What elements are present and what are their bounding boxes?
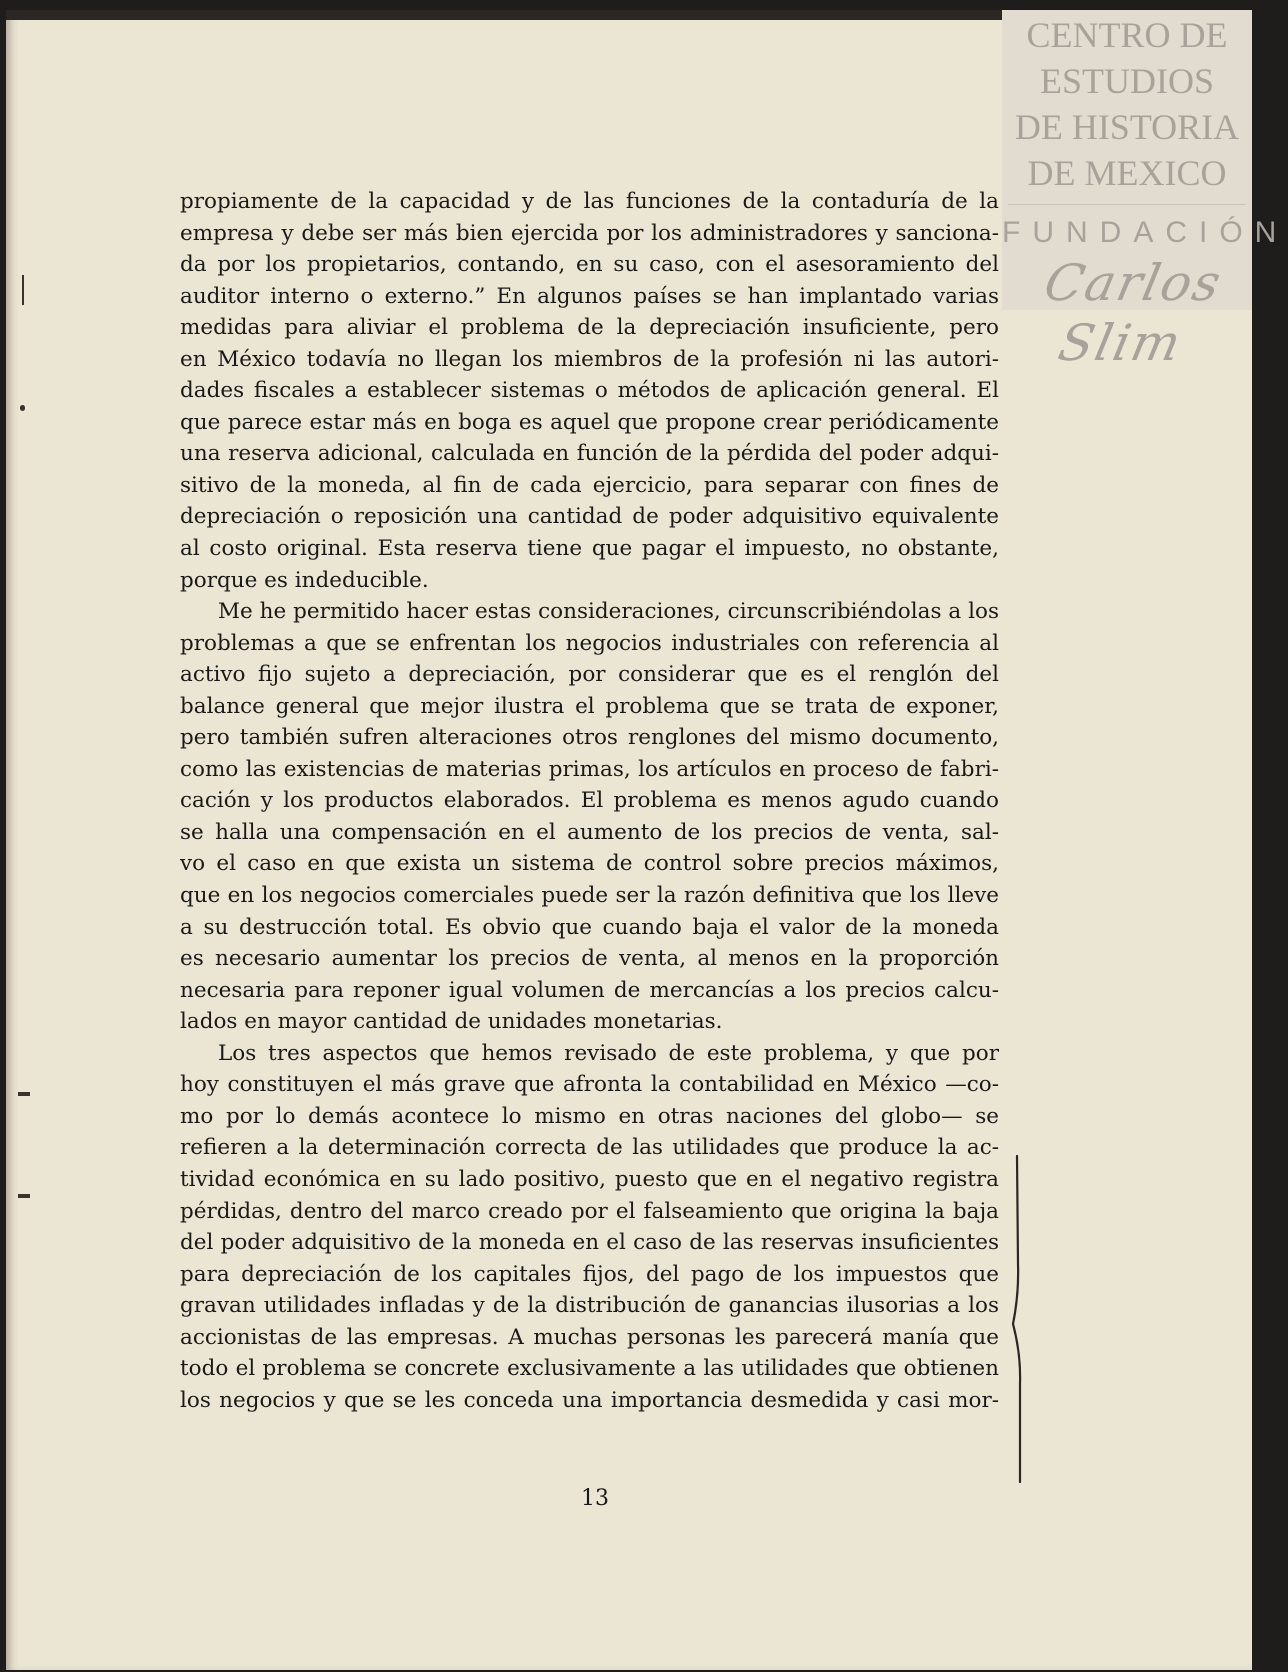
text-line: a su destrucción total. Es obvio que cuando baja el valor de la moneda	[180, 914, 999, 940]
page-number: 13	[581, 1486, 609, 1511]
text-line: en México todavía no llegan los miembros de la profesión ni las autori-	[180, 346, 999, 372]
body-text	[180, 186, 999, 1416]
text-line: que en los negocios comerciales puede ser la razón definitiva que los lleve	[180, 883, 999, 909]
text-line: Me he permitido hacer estas consideraciones, circunscribiéndolas a los	[218, 599, 999, 625]
binding-mark	[18, 1092, 30, 1096]
text-line: todo el problema se concrete exclusivamente a las utilidades que obtienen	[180, 1356, 999, 1382]
watermark-signature: Carlos Slim	[1039, 254, 1228, 372]
text-line: da por los propietarios, contando, en su caso, con el asesoramiento del	[180, 252, 999, 278]
text-line: para depreciación de los capitales fijos, del pago de los impuestos que	[180, 1261, 999, 1287]
text-line: mo por lo demás acontece lo mismo en otras naciones del globo— se	[180, 1103, 999, 1129]
text-line: al costo original. Esta reserva tiene que pagar el impuesto, no obstante,	[180, 536, 999, 562]
text-line: los negocios y que se les conceda una importancia desmedida y casi mor-	[180, 1387, 999, 1413]
text-line: pérdidas, dentro del marco creado por el falseamiento que origina la baja	[180, 1198, 999, 1224]
text-line: como las existencias de materias primas, los artículos en proceso de fabri-	[180, 756, 999, 782]
text-line: Los tres aspectos que hemos revisado de este problema, y que por	[218, 1040, 999, 1066]
binding-mark	[22, 275, 24, 305]
text-line: problemas a que se enfrentan los negocios industriales con referencia al	[180, 630, 999, 656]
text-line: auditor interno o externo.” En algunos países se han implantado varias	[180, 283, 999, 309]
text-line: refieren a la determinación correcta de las utilidades que produce la ac-	[180, 1135, 999, 1161]
text-line: activo fijo sujeto a depreciación, por considerar que es el renglón del	[180, 662, 999, 688]
text-line: medidas para aliviar el problema de la depreciación insuficiente, pero	[180, 315, 999, 341]
page-sheet	[6, 10, 1288, 1670]
text-line: es necesario aumentar los precios de venta, al menos en la proporción	[180, 946, 999, 972]
paragraph	[180, 186, 999, 596]
text-line: una reserva adicional, calculada en función de la pérdida del poder adqui-	[180, 441, 999, 467]
text-line: necesaria para reponer igual volumen de mercancías a los precios calcu-	[180, 977, 999, 1003]
text-line: accionistas de las empresas. A muchas personas les parecerá manía que	[180, 1324, 999, 1350]
watermark-divider	[1008, 204, 1246, 205]
text-line: depreciación o reposición una cantidad de poder adquisitivo equivalente	[180, 504, 999, 530]
text-line: empresa y debe ser más bien ejercida por los administradores y sanciona-	[180, 220, 999, 246]
text-line: del poder adquisitivo de la moneda en el caso de las reservas insuficientes	[180, 1230, 999, 1256]
text-line: lados en mayor cantidad de unidades monetarias.	[180, 1009, 723, 1035]
text-line: cación y los productos elaborados. El problema es menos agudo cuando	[180, 788, 999, 814]
text-line: sitivo de la moneda, al fin de cada ejercicio, para separar con fines de	[180, 472, 999, 498]
paragraph	[180, 1038, 999, 1417]
text-line: propiamente de la capacidad y de las funciones de la contaduría de la	[180, 189, 999, 214]
binding-mark	[20, 405, 25, 411]
text-line: que parece estar más en boga es aquel que propone crear periódicamente	[180, 409, 999, 435]
watermark-line-4: DE MEXICO	[1027, 153, 1227, 193]
text-line: tividad económica en su lado positivo, puesto que en el negativo registra	[180, 1166, 999, 1192]
text-line: se halla una compensación en el aumento de los precios de venta, sal-	[180, 819, 999, 845]
paragraph	[180, 596, 999, 1038]
watermark-line-1: CENTRO DE	[1026, 15, 1228, 55]
text-line: pero también sufren alteraciones otros renglones del mismo documento,	[180, 725, 999, 751]
text-line: gravan utilidades infladas y de la distribución de ganancias ilusorias a los	[180, 1293, 999, 1319]
text-line: dades fiscales a establecer sistemas o métodos de aplicación general. El	[180, 378, 999, 404]
watermark-line-2: ESTUDIOS	[1039, 61, 1214, 101]
text-line: hoy constituyen el más grave que afronta la contabilidad en México —co-	[180, 1072, 999, 1098]
text-line: vo el caso en que exista un sistema de control sobre precios máximos,	[180, 851, 999, 877]
archive-watermark	[1002, 10, 1288, 372]
binding-mark	[18, 1194, 30, 1198]
watermark-line-3: DE HISTORIA	[1014, 107, 1240, 147]
text-line: balance general que mejor ilustra el problema que se trata de exponer,	[180, 693, 999, 719]
text-line: porque es indeducible.	[180, 567, 429, 593]
margin-pencil-mark	[1009, 1154, 1033, 1484]
watermark-foundation: FUNDACIÓN	[1002, 216, 1288, 249]
